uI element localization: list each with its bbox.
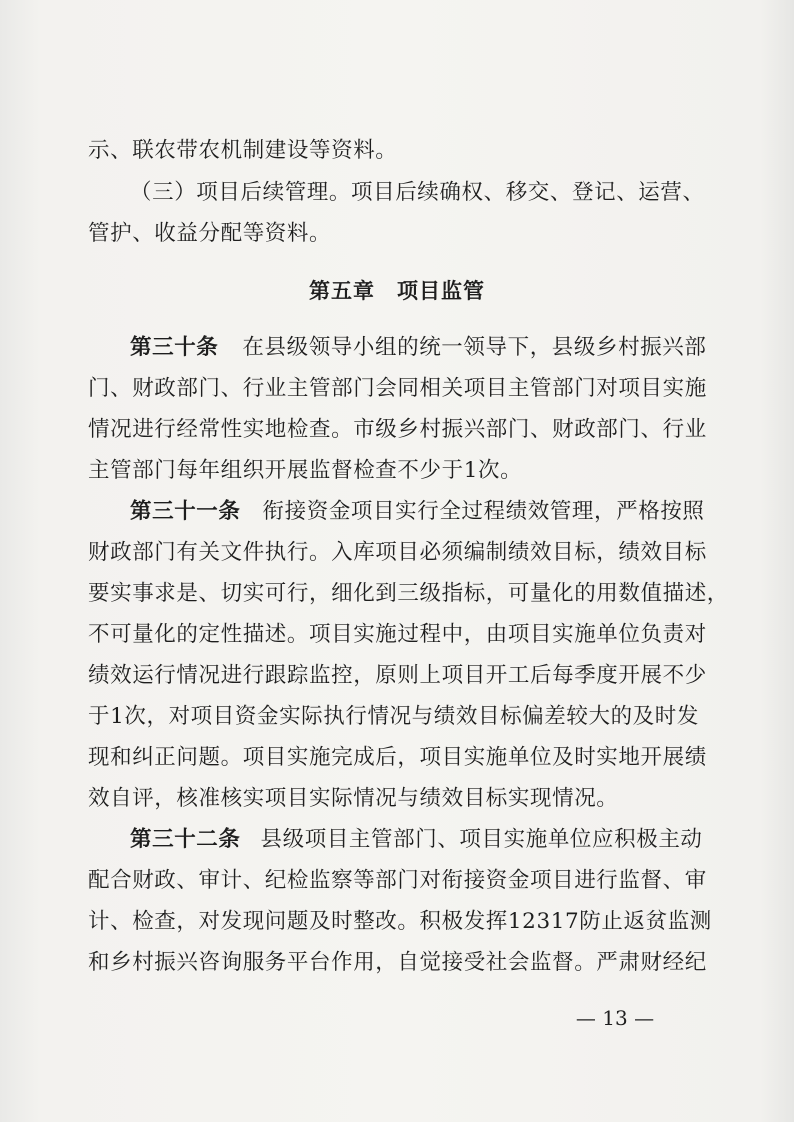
body-line: 要实事求是、切实可行，细化到三级指标，可量化的用数值描述， [88, 581, 729, 606]
body-line: 县级项目主管部门、项目实施单位应积极主动 [260, 827, 703, 852]
body-line: 财政部门有关文件执行。入库项目必须编制绩效目标，绩效目标 [88, 540, 707, 565]
article-30-first-line [130, 328, 770, 368]
body-line: 不可量化的定性描述。项目实施过程中，由项目实施单位负责对 [88, 622, 707, 647]
article-32-label: 第三十二条 [130, 827, 241, 852]
body-line: 示、联农带农机制建设等资料。 [88, 138, 398, 163]
chapter-heading: 第五章 项目监管 [309, 279, 485, 303]
body-line: 效自评，核准核实项目实际情况与绩效目标实现情况。 [88, 786, 619, 811]
body-line: 现和纠正问题。项目实施完成后，项目实施单位及时实地开展绩 [88, 745, 707, 770]
body-line: 配合财政、审计、纪检监察等部门对衔接资金项目进行监督、审 [88, 868, 707, 893]
body-line: 和乡村振兴咨询服务平台作用，自觉接受社会监督。严肃财经纪 [88, 950, 707, 975]
article-30-label: 第三十条 [130, 335, 219, 360]
body-line: 计、检查，对发现问题及时整改。积极发挥12317防止返贫监测 [88, 909, 712, 934]
body-line: 主管部门每年组织开展监督检查不少于1次。 [88, 458, 523, 483]
body-line: （三）项目后续管理。项目后续确权、移交、登记、运营、 [130, 180, 705, 205]
article-31-label: 第三十一条 [130, 499, 241, 524]
body-line: 管护、收益分配等资料。 [88, 221, 332, 246]
page-number: — 13 — [575, 1006, 655, 1030]
article-32-first-line [130, 820, 770, 860]
body-line: 门、财政部门、行业主管部门会同相关项目主管部门对项目实施 [88, 376, 707, 401]
body-line: 在县级领导小组的统一领导下，县级乡村振兴部 [242, 335, 707, 360]
body-line: 于1次，对项目资金实际执行情况与绩效目标偏差较大的及时发 [88, 704, 699, 729]
body-line: 绩效运行情况进行跟踪监控，原则上项目开工后每季度开展不少 [88, 663, 707, 688]
article-31-first-line [130, 492, 770, 532]
body-line: 情况进行经常性实地检查。市级乡村振兴部门、财政部门、行业 [88, 417, 707, 442]
body-line: 衔接资金项目实行全过程绩效管理，严格按照 [262, 499, 705, 524]
